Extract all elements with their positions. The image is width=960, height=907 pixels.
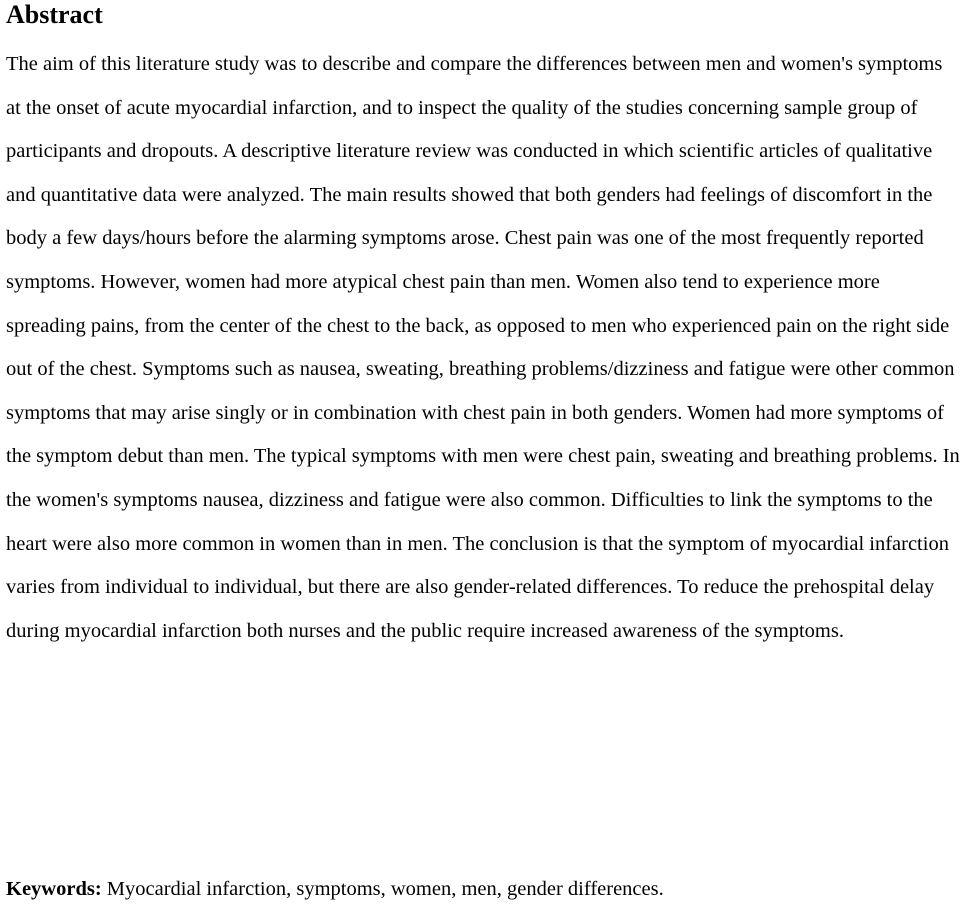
abstract-heading: Abstract [6,0,103,29]
keywords-label: Keywords: [6,878,102,900]
keywords-line [6,874,664,904]
keywords-text: Myocardial infarction, symptoms, women, men, gender differences. [106,878,664,900]
abstract-body: The aim of this literature study was to describe and compare the differences between men and women's symptoms at the onset of acute myocardial infarction, and to inspect the quality of the studies concerning sample group of participants and dropouts. A descriptive literature review was conducted in which scientific articles of qualitative and quantitative data were analyzed. The main results showed that both genders had feelings of discomfort in the body a few days/hours before the alarming symptoms arose. Chest pain was one of the most frequently reported symptoms. However, women had more atypical chest pain than men. Women also tend to experience more spreading pains, from the center of the chest to the back, as opposed to men who experienced pain on the right side out of the chest. Symptoms such as nausea, sweating, breathing problems/dizziness and fatigue were other common symptoms that may arise singly or in combination with chest pain in both genders. Women had more symptoms of the symptom debut than men. The typical symptoms with men were chest pain, sweating and breathing problems. In the women's symptoms nausea, dizziness and fatigue were also common. Difficulties to link the symptoms to the heart were also more common in women than in men. The conclusion is that the symptom of myocardial infarction varies from individual to individual, but there are also gender-related differences. To reduce the prehospital delay during myocardial infarction both nurses and the public require increased awareness of the symptoms. [6,53,960,642]
